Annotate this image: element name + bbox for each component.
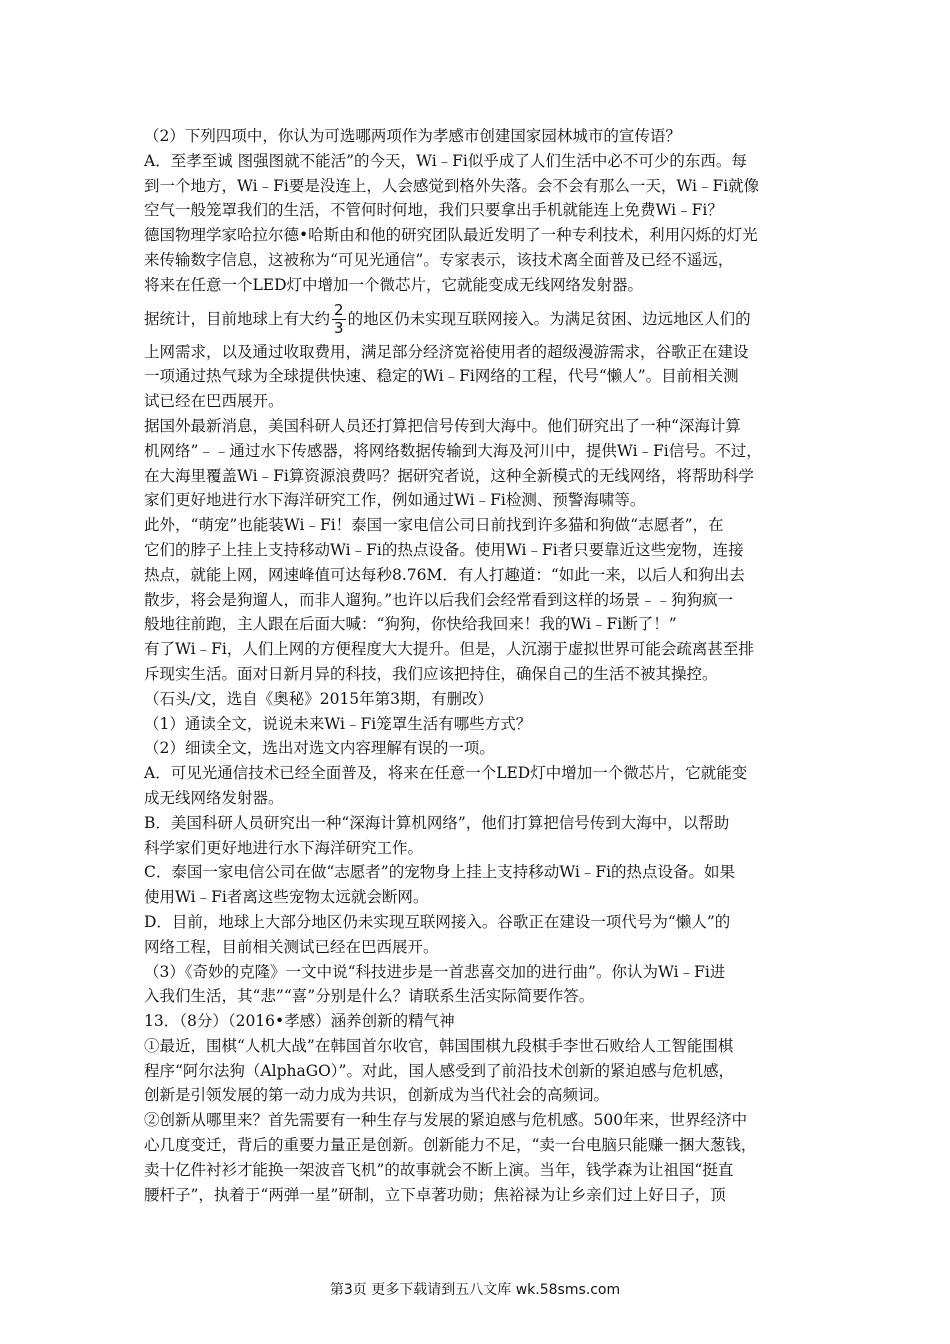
paragraph-block-2 [144,340,810,1208]
text-line: （3）《奇妙的克隆》一文中说“科技进步是一首悲喜交加的进行曲”。你认为Wi﹣Fi进 [144,962,726,981]
text-line: 成无线网络发射器。 [144,788,284,807]
fraction-two-thirds [332,302,346,337]
text-line: B．美国科研人员研究出一种“深海计算机网络”，他们打算把信号传到大海中，以帮助 [144,813,730,832]
text-line: 此外，“萌宠”也能装Wi﹣Fi！泰国一家电信公司日前找到许多猫和狗做“志愿者”，在 [144,516,724,535]
text-line: C．泰国一家电信公司在做“志愿者”的宠物身上挂上支持移动Wi﹣Fi的热点设备。如果 [144,863,736,882]
text-line: 网络工程，目前相关测试已经在巴西展开。 [144,937,439,956]
text-line: 一项通过热气球为全球提供快速、稳定的Wi﹣Fi网络的工程，代号“懒人”。目前相关测 [144,367,739,386]
text-line: 心几度变迁，背后的重要力量正是创新。创新能力不足，“卖一台电脑只能赚一捆大葱钱， [144,1136,757,1155]
text-line: 在大海里覆盖Wi﹣Fi算资源浪费吗？据研究者说，这种全新模式的无线网络，将帮助科学 [144,466,754,485]
text-line: 到一个地方，Wi﹣Fi要是没连上，人会感觉到格外失落。会不会有那么一天，Wi﹣Fi就像 [144,176,760,195]
fraction-numerator: 2 [334,301,344,320]
text-line: 家们更好地进行水下海洋研究工作，例如通过Wi﹣Fi检测、预警海啸等。 [144,491,646,510]
fraction-line-after: 的地区仍未实现互联网接入。为满足贫困、边远地区人们的 [347,309,751,328]
text-line: 13．（8分）（2016•孝感）涵养创新的精气神 [144,1012,455,1031]
text-line: （2）细读全文，选出对选文内容理解有误的一项。 [144,739,495,758]
text-line: 热点，就能上网，网速峰值可达每秒8.76M．有人打趣道：“如此一来，以后人和狗出去 [144,565,745,584]
text-line: （石头/文，选自《奥秘》2015年第3期，有删改） [144,689,494,708]
text-line: 上网需求，以及通过收取费用，满足部分经济宽裕使用者的超级漫游需求，谷歌正在建设 [144,342,749,361]
text-line: 般地往前跑，主人跟在后面大喊：“狗狗，你快给我回来！我的Wi﹣Fi断了！” [144,615,677,634]
text-line: ②创新从哪里来？首先需要有一种生存与发展的紧迫感与危机感。500年来，世界经济中 [144,1111,748,1130]
text-line: A．至孝至诚 图强图就不能活”的今天，Wi﹣Fi似乎成了人们生活中必不可少的东西。每 [144,151,747,170]
text-line: （2）下列四项中，你认为可选哪两项作为孝感市创建国家园林城市的宣传语？ [144,127,681,145]
text-line: 有了Wi﹣Fi，人们上网的方便程度大大提升。但是，人沉溺于虚拟世界可能会疏离甚至排 [144,640,754,659]
fraction-line-before: 据统计，目前地球上有大约 [144,309,331,328]
text-line: 德国物理学家哈拉尔德•哈斯由和他的研究团队最近发明了一种专利技术，利用闪烁的灯光 [144,226,758,245]
text-line: 科学家们更好地进行水下海洋研究工作。 [144,838,424,857]
document-body [144,124,810,1207]
text-line: 它们的脖子上挂上支持移动Wi﹣Fi的热点设备。使用Wi﹣Fi者只要靠近这些宠物，连接 [144,540,744,559]
fraction-denominator: 3 [334,319,344,338]
text-line: （1）通读全文，说说未来Wi﹣Fi笼罩生活有哪些方式？ [144,714,532,733]
text-line: 程序“阿尔法狗（AlphaGO）”。对此，国人感受到了前沿技术创新的紧迫感与危机感， [144,1061,734,1080]
text-line: 使用Wi﹣Fi者离这些宠物太远就会断网。 [144,888,429,907]
paragraph-block-1 [144,124,810,298]
text-line: 腰杆子”，执着于“两弹一星”研制，立下卓著功勋；焦裕禄为让乡亲们过上好日子，顶 [144,1185,726,1204]
text-line: 卖十亿件衬衫才能换一架波音飞机”的故事就会不断上演。当年，钱学森为让祖国“挺直 [144,1160,734,1179]
fraction-line [144,298,810,340]
text-line: 机网络”﹣﹣通过水下传感器，将网络数据传输到大海及河川中，提供Wi﹣Fi信号。不过， [144,441,762,460]
text-line: 来传输数字信息，这被称为“可见光通信”。专家表示，该技术离全面普及已经不遥远， [144,250,734,269]
text-line: 散步，将会是狗遛人，而非人遛狗。”也许以后我们会经常看到这样的场景﹣﹣狗狗疯一 [144,590,734,609]
text-line: 空气一般笼罩我们的生活，不管何时何地，我们只要拿出手机就能连上免费Wi﹣Fi？ [144,201,723,220]
page-footer: 第3页 更多下载请到五八文库 wk.58sms.com [329,1282,621,1298]
text-line: ①最近，围棋“人机大战”在韩国首尔收官，韩国围棋九段棋手李世石败给人工智能围棋 [144,1036,734,1055]
text-line: D．目前，地球上大部分地区仍未实现互联网接入。谷歌正在建设一项代号为“懒人”的 [144,912,731,931]
text-line: 斥现实生活。面对日新月异的科技，我们应该把持住，确保自己的生活不被其操控。 [144,664,718,683]
text-line: A．可见光通信技术已经全面普及，将来在任意一个LED灯中增加一个微芯片，它就能变 [144,764,748,783]
text-line: 入我们生活，其“悲”“喜”分别是什么？请联系生活实际简要作答。 [144,987,595,1006]
text-line: 试已经在巴西展开。 [144,392,284,411]
text-line: 据国外最新消息，美国科研人员还打算把信号传到大海中。他们研究出了一种“深海计算 [144,416,741,435]
text-line: 创新是引领发展的第一动力成为共识，创新成为当代社会的高频词。 [144,1086,610,1105]
text-line: 将来在任意一个LED灯中增加一个微芯片，它就能变成无线网络发射器。 [144,275,644,294]
